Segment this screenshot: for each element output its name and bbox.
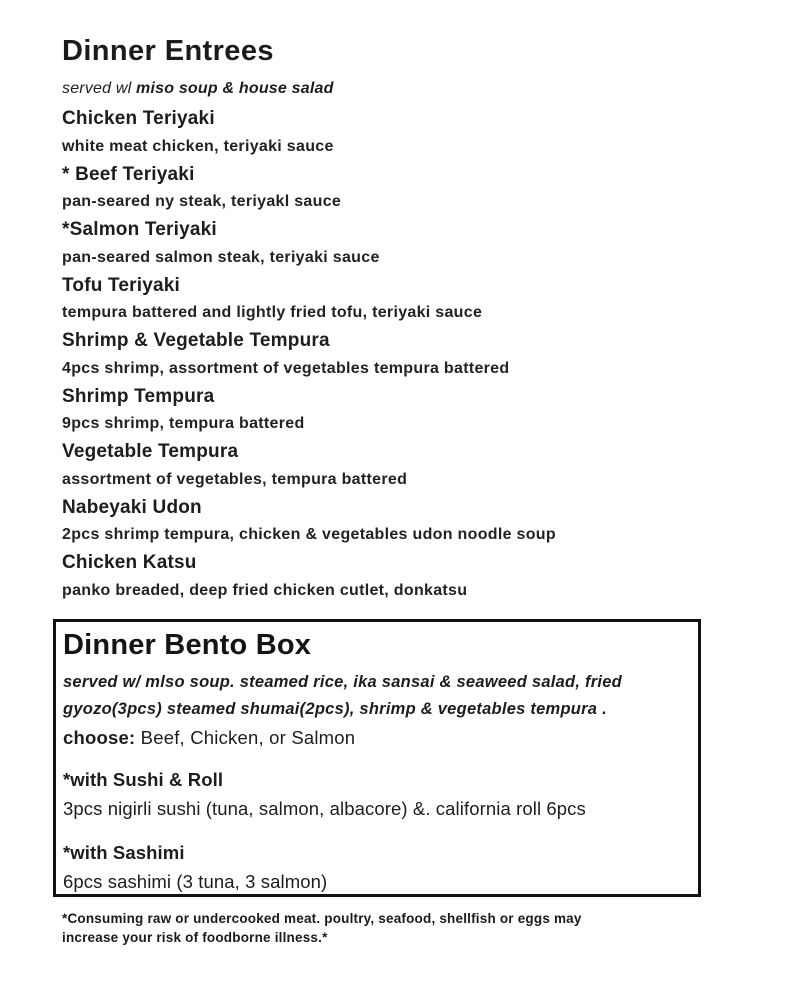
menu-item <box>62 160 740 216</box>
item-name: Chicken Teriyaki <box>62 108 215 129</box>
bento-option <box>63 765 680 823</box>
entrees-subtitle-bold: miso soup & house salad <box>136 80 334 97</box>
entrees-subtitle <box>62 76 740 102</box>
item-description: panko breaded, deep fried chicken cutlet, donkatsu <box>62 581 468 599</box>
item-name: *Salmon Teriyaki <box>62 219 217 240</box>
item-name: * Beef Teriyaki <box>62 163 195 185</box>
item-description: assortment of vegetables, tempura battered <box>62 470 408 488</box>
menu-item <box>62 215 740 271</box>
menu-item <box>62 104 740 160</box>
item-name: Shrimp & Vegetable Tempura <box>62 330 330 351</box>
item-description: 9pcs shrimp, tempura battered <box>62 415 305 432</box>
item-description: white meat chicken, teriyaki sauce <box>62 137 334 155</box>
item-description: pan-seared ny steak, teriyakl sauce <box>62 193 342 210</box>
item-description: pan-seared salmon steak, teriyaki sauce <box>62 248 380 266</box>
bento-choose-line <box>63 724 680 752</box>
item-description: 4pcs shrimp, assortment of vegetables tempura battered <box>62 359 510 377</box>
bento-description-line: served w/ mlso soup. steamed rice, ika sansai & seaweed salad, fried <box>63 672 623 691</box>
disclaimer <box>62 909 740 947</box>
choose-options: Beef, Chicken, or Salmon <box>135 726 356 748</box>
entrees-section <box>62 36 740 604</box>
menu-item <box>62 382 740 438</box>
bento-box-section <box>53 619 701 897</box>
disclaimer-line: increase your risk of foodborne illness.* <box>62 929 328 945</box>
menu-item <box>62 493 740 549</box>
bento-description-line: gyozo(3pcs) steamed shumai(2pcs), shrimp & vegetables tempura . <box>63 699 607 718</box>
item-name: Vegetable Tempura <box>62 441 239 462</box>
option-description: 6pcs sashimi (3 tuna, 3 salmon) <box>63 870 328 892</box>
menu-item <box>62 326 740 382</box>
option-description: 3pcs nigirli sushi (tuna, salmon, albacore) &. california roll 6pcs <box>63 797 586 819</box>
menu-item <box>62 437 740 493</box>
disclaimer-line: *Consuming raw or undercooked meat. poultry, seafood, shellfish or eggs may <box>62 910 582 926</box>
item-name: Nabeyaki Udon <box>62 496 202 518</box>
bento-title: Dinner Bento Box <box>63 628 312 661</box>
entrees-subtitle-regular: served wl <box>62 80 137 97</box>
option-name: *with Sushi & Roll <box>63 768 224 790</box>
item-name: Chicken Katsu <box>62 552 197 573</box>
item-name: Shrimp Tempura <box>62 385 215 407</box>
option-name: *with Sashimi <box>63 841 185 863</box>
bento-option <box>63 838 680 896</box>
choose-label: choose: <box>63 726 136 748</box>
menu-item <box>62 271 740 327</box>
entrees-list <box>62 104 740 604</box>
item-description: tempura battered and lightly fried tofu, teriyaki sauce <box>62 304 483 321</box>
item-description: 2pcs shrimp tempura, chicken & vegetables udon noodle soup <box>62 526 556 543</box>
item-name: Tofu Teriyaki <box>62 274 181 296</box>
bento-description <box>63 669 680 723</box>
entrees-title: Dinner Entrees <box>62 35 274 67</box>
menu-item <box>62 548 740 604</box>
